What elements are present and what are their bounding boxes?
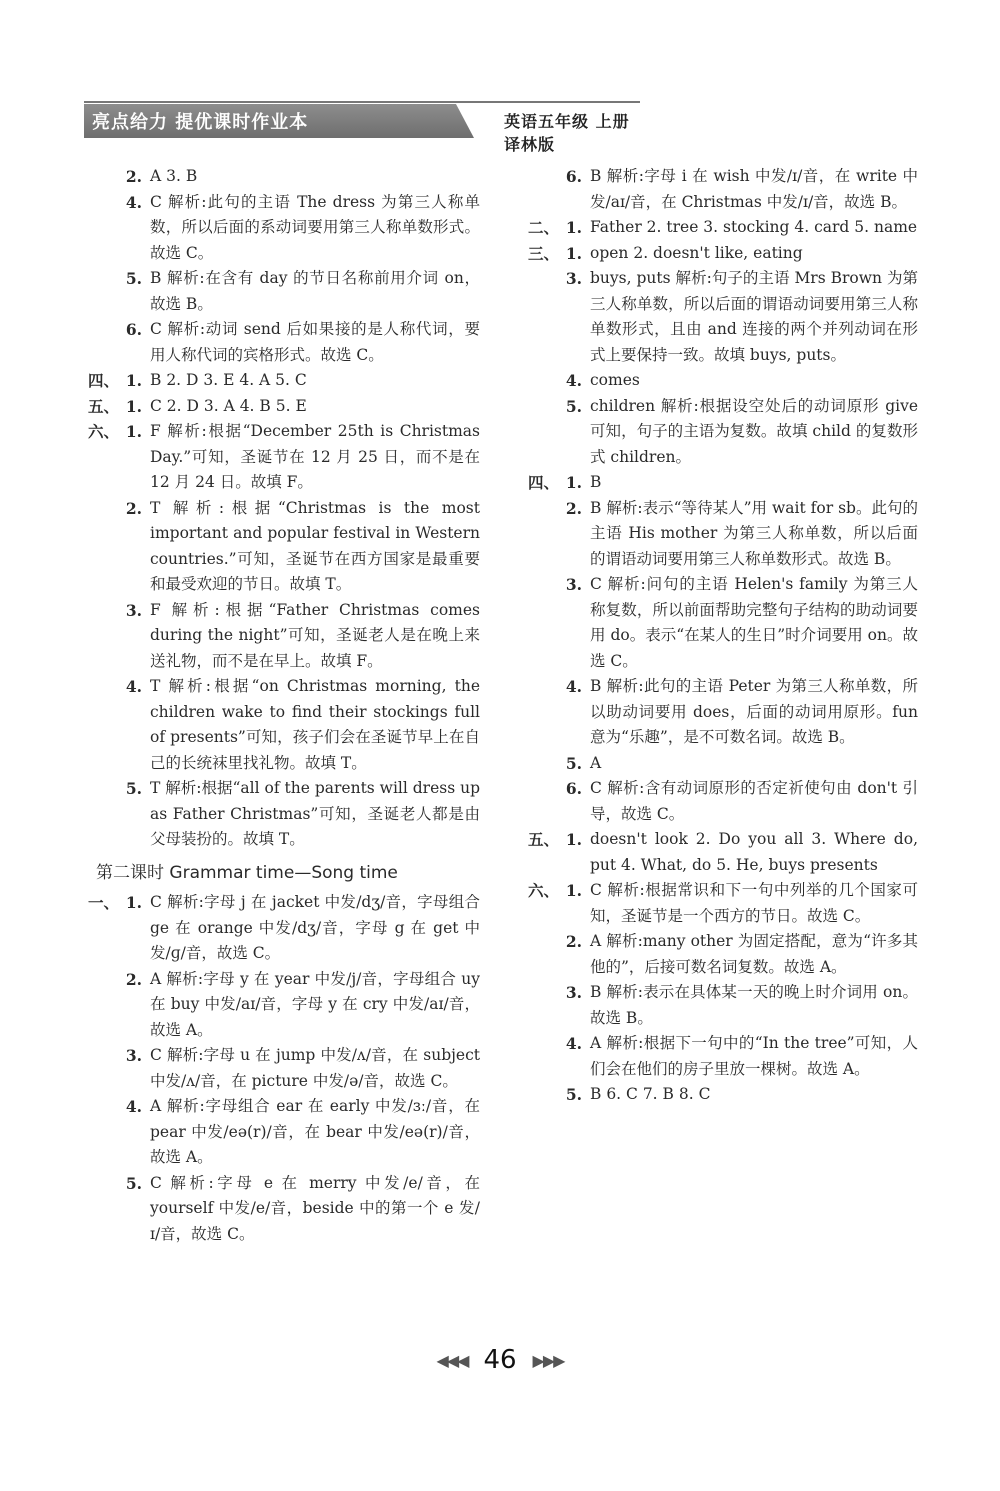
question-number: 3. (125, 1046, 142, 1065)
answer-item (88, 598, 480, 675)
answer-text: B 解析:在含有 day 的节日名称前用介词 on，故选 B。 (150, 269, 480, 313)
answer-text: doesn't look 2. Do you all 3. Where do, put 4. What, do 5. He, buys presents (590, 830, 918, 874)
question-number: 5. (125, 1173, 142, 1193)
answer-item (88, 967, 480, 1044)
answer-text: B 6. C 7. B 8. C (590, 1085, 711, 1103)
answer-item (88, 419, 480, 496)
answer-text: C 解析:含有动词原形的否定祈使句由 don't 引导，故选 C。 (590, 779, 918, 823)
section-marker: 一、 (88, 893, 120, 912)
section-marker (88, 1171, 114, 1248)
answer-text: A 解析:字母 y 在 year 中发/j/音，字母组合 uy 在 buy 中发/aɪ/音，字母 y 在 cry 中发/aɪ/音，故选 A。 (150, 969, 480, 1039)
section-marker (528, 496, 554, 573)
answer-text: A 解析:many other 为固定搭配，意为“许多其他的”，后接可数名词复数。故选 A。 (590, 932, 918, 976)
answer-text: buys, puts 解析:句子的主语 Mrs Brown 为第三人称单数，所以后面的谓语动词要用第三人称单数形式，且由 and 连接的两个并列动词在形式上要保持一致。故填 buys, puts。 (590, 269, 918, 364)
question-number: 1. (125, 371, 142, 390)
answer-text: children 解析:根据设空处后的动词原形 give 可知，句子的主语为复数。故填 child 的复数形式 children。 (590, 396, 918, 466)
answer-item (88, 496, 480, 598)
answer-item (88, 394, 480, 420)
question-number: 4. (125, 677, 142, 696)
section-marker (88, 967, 114, 1044)
question-number: 3. (565, 269, 582, 288)
page-number: 46 (483, 1345, 517, 1375)
question-number: 4. (125, 1097, 142, 1116)
question-number: 5. (565, 753, 582, 773)
question-number: 1. (565, 243, 582, 263)
answer-item (528, 878, 918, 929)
answer-item (88, 164, 480, 190)
section-marker (88, 1094, 114, 1171)
answer-item (88, 190, 480, 267)
answer-text: A 解析:根据下一句中的“In the tree”可知，人们会在他们的房子里放一棵树。故选 A。 (590, 1034, 918, 1078)
answer-text: A 解析:字母组合 ear 在 early 中发/ɜː/音，在 pear 中发/eə(r)/音，在 bear 中发/eə(r)/音，故选 A。 (150, 1097, 480, 1166)
answer-item (528, 572, 918, 674)
book-title: 英语五年级 上册 译林版 (504, 112, 630, 154)
answer-item (528, 496, 918, 573)
section-marker (528, 751, 554, 777)
answer-text: B 解析:表示“等待某人”用 wait for sb。此句的主语 His mother 为第三人称单数，所以后面的谓语动词要用第三人称单数形式。故选 B。 (590, 498, 918, 568)
question-number: 1. (565, 218, 582, 237)
answer-item (528, 266, 918, 368)
section-marker (88, 496, 114, 598)
section-marker: 四、 (88, 371, 120, 390)
answer-text: T 解析:根据“Christmas is the most important and popular festival in Western countries.”可知，圣诞节在西方国家是最重要和最受欢迎的节日。故填 T。 (150, 498, 480, 593)
section-marker (528, 266, 554, 368)
answer-text: C 解析:问句的主语 Helen's family 为第三人称复数，所以前面帮助完整句子结构的助动词要用 do。表示“在某人的生日”时介词要用 on。故选 C。 (590, 575, 918, 670)
answer-text: C 解析:动词 send 后如果接的是人称代词，要用人称代词的宾格形式。故选 C。 (150, 320, 480, 364)
answer-item (528, 827, 918, 878)
answer-item (88, 1043, 480, 1094)
answer-list-1 (88, 164, 480, 853)
section-marker (88, 598, 114, 675)
section-marker: 三、 (528, 243, 560, 263)
answer-item (528, 674, 918, 751)
answer-item (88, 674, 480, 776)
question-number: 2. (125, 969, 142, 989)
section-marker (528, 164, 554, 215)
answer-text: C 解析:根据常识和下一句中列举的几个国家可知，圣诞节是一个西方的节日。故选 C。 (590, 881, 918, 925)
answer-text: Father 2. tree 3. stocking 4. card 5. name (590, 218, 918, 236)
lesson-title: 第二课时 Grammar time—Song time (96, 862, 398, 883)
section-marker (88, 164, 114, 190)
section-marker: 五、 (88, 396, 120, 416)
question-number: 4. (565, 677, 582, 696)
question-number: 1. (125, 422, 142, 441)
answer-text: C 解析:字母 e 在 merry 中发/e/音，在 yourself 中发/e/音，beside 中的第一个 e 发/ɪ/音，故选 C。 (150, 1173, 480, 1243)
answer-text: A (590, 753, 602, 772)
question-number: 1. (565, 881, 582, 900)
question-number: 1. (125, 893, 142, 912)
section-marker: 六、 (88, 422, 120, 441)
left-column (88, 164, 480, 1247)
answer-item (528, 929, 918, 980)
question-number: 3. (565, 575, 582, 594)
section-marker (528, 980, 554, 1031)
question-number: 4. (125, 192, 142, 212)
answer-text: B 2. D 3. E 4. A 5. C (150, 371, 307, 389)
section-marker (528, 674, 554, 751)
answer-text: B 解析:字母 i 在 wish 中发/ɪ/音，在 write 中发/aɪ/音，在 Christmas 中发/ɪ/音，故选 B。 (590, 167, 918, 211)
answer-item (88, 1094, 480, 1171)
answer-text: C 2. D 3. A 4. B 5. E (150, 396, 307, 415)
section-marker (528, 368, 554, 394)
answer-item (528, 470, 918, 496)
question-number: 2. (125, 498, 142, 518)
answer-item (528, 241, 918, 267)
header-rule (84, 101, 640, 103)
question-number: 5. (565, 1085, 582, 1104)
answer-item (528, 751, 918, 777)
answer-list-2 (88, 890, 480, 1247)
answer-item (88, 1171, 480, 1248)
prev-arrows-icon: ◀◀◀ (436, 1350, 468, 1370)
page-header (84, 104, 640, 154)
answer-item (88, 368, 480, 394)
section-marker (528, 572, 554, 674)
answer-item (88, 317, 480, 368)
question-number: 2. (565, 498, 582, 518)
question-number: 4. (565, 1034, 582, 1053)
section-marker (528, 776, 554, 827)
question-number: 6. (565, 167, 582, 186)
answer-text: comes (590, 371, 640, 389)
section-marker (88, 1043, 114, 1094)
section-marker (88, 776, 114, 853)
section-marker (88, 317, 114, 368)
section-marker (88, 266, 114, 317)
answer-text: T 解析:根据“on Christmas morning, the children wake to find their stockings full of presents”可知，孩子们会在圣诞节早上在自己的长统袜里找礼物。故填 T。 (150, 677, 480, 772)
section-marker (88, 674, 114, 776)
question-number: 2. (125, 167, 142, 186)
question-number: 4. (565, 371, 582, 390)
answer-text: open 2. doesn't like, eating (590, 243, 803, 262)
answer-text: F 解析:根据“Father Christmas comes during the night”可知，圣诞老人是在晚上来送礼物，而不是在早上。故填 F。 (150, 600, 480, 670)
answer-item (528, 164, 918, 215)
section-marker: 二、 (528, 218, 560, 237)
answer-text: C 解析:字母 j 在 jacket 中发/dʒ/音，字母组合 ge 在 orange 中发/dʒ/音，字母 g 在 get 中发/ɡ/音，故选 C。 (150, 893, 480, 962)
series-title: 亮点给力 提优课时作业本 (92, 112, 309, 133)
next-arrows-icon: ▶▶▶ (532, 1350, 564, 1370)
answer-item (88, 776, 480, 853)
section-marker (528, 394, 554, 471)
answer-item (528, 1082, 918, 1108)
right-column (528, 164, 918, 1108)
question-number: 5. (125, 269, 142, 288)
section-marker: 六、 (528, 881, 560, 900)
question-number: 5. (565, 396, 582, 416)
question-number: 5. (125, 779, 142, 798)
question-number: 6. (565, 779, 582, 798)
answer-item (528, 394, 918, 471)
question-number: 3. (125, 600, 142, 620)
section-marker (528, 1082, 554, 1108)
section-marker (528, 929, 554, 980)
answer-item (528, 1031, 918, 1082)
answer-text: B 解析:表示在具体某一天的晚上时介词用 on。故选 B。 (590, 983, 918, 1027)
answer-text: B 解析:此句的主语 Peter 为第三人称单数，所以助动词要用 does，后面的动词用原形。fun 意为“乐趣”，是不可数名词。故选 B。 (590, 677, 918, 746)
answer-item (528, 980, 918, 1031)
section-marker: 五、 (528, 830, 560, 849)
answer-list-3 (528, 164, 918, 1108)
question-number: 6. (125, 320, 142, 339)
section-marker (88, 190, 114, 267)
answer-text: A 3. B (150, 167, 198, 185)
question-number: 3. (565, 983, 582, 1002)
answer-item (88, 266, 480, 317)
question-number: 1. (125, 396, 142, 416)
answer-item (528, 368, 918, 394)
section-marker: 四、 (528, 473, 560, 492)
answer-item (88, 890, 480, 967)
answer-text: C 解析:此句的主语 The dress 为第三人称单数，所以后面的系动词要用第三人称单数形式。故选 C。 (150, 192, 480, 262)
answer-text: F 解析:根据“December 25th is Christmas Day.”可知，圣诞节在 12 月 25 日，而不是在 12 月 24 日。故填 F。 (150, 422, 480, 491)
section-marker (528, 1031, 554, 1082)
answer-text: C 解析:字母 u 在 jump 中发/ʌ/音，在 subject 中发/ʌ/音，在 picture 中发/ə/音，故选 C。 (150, 1046, 480, 1090)
question-number: 1. (565, 473, 582, 492)
question-number: 2. (565, 932, 582, 951)
answer-text: T 解析:根据“all of the parents will dress up as Father Christmas”可知，圣诞老人都是由父母装扮的。故填 T。 (150, 779, 480, 848)
answer-item (528, 215, 918, 241)
answer-text: B (590, 473, 602, 491)
answer-item (528, 776, 918, 827)
question-number: 1. (565, 830, 582, 849)
page-navigation (410, 1340, 590, 1380)
